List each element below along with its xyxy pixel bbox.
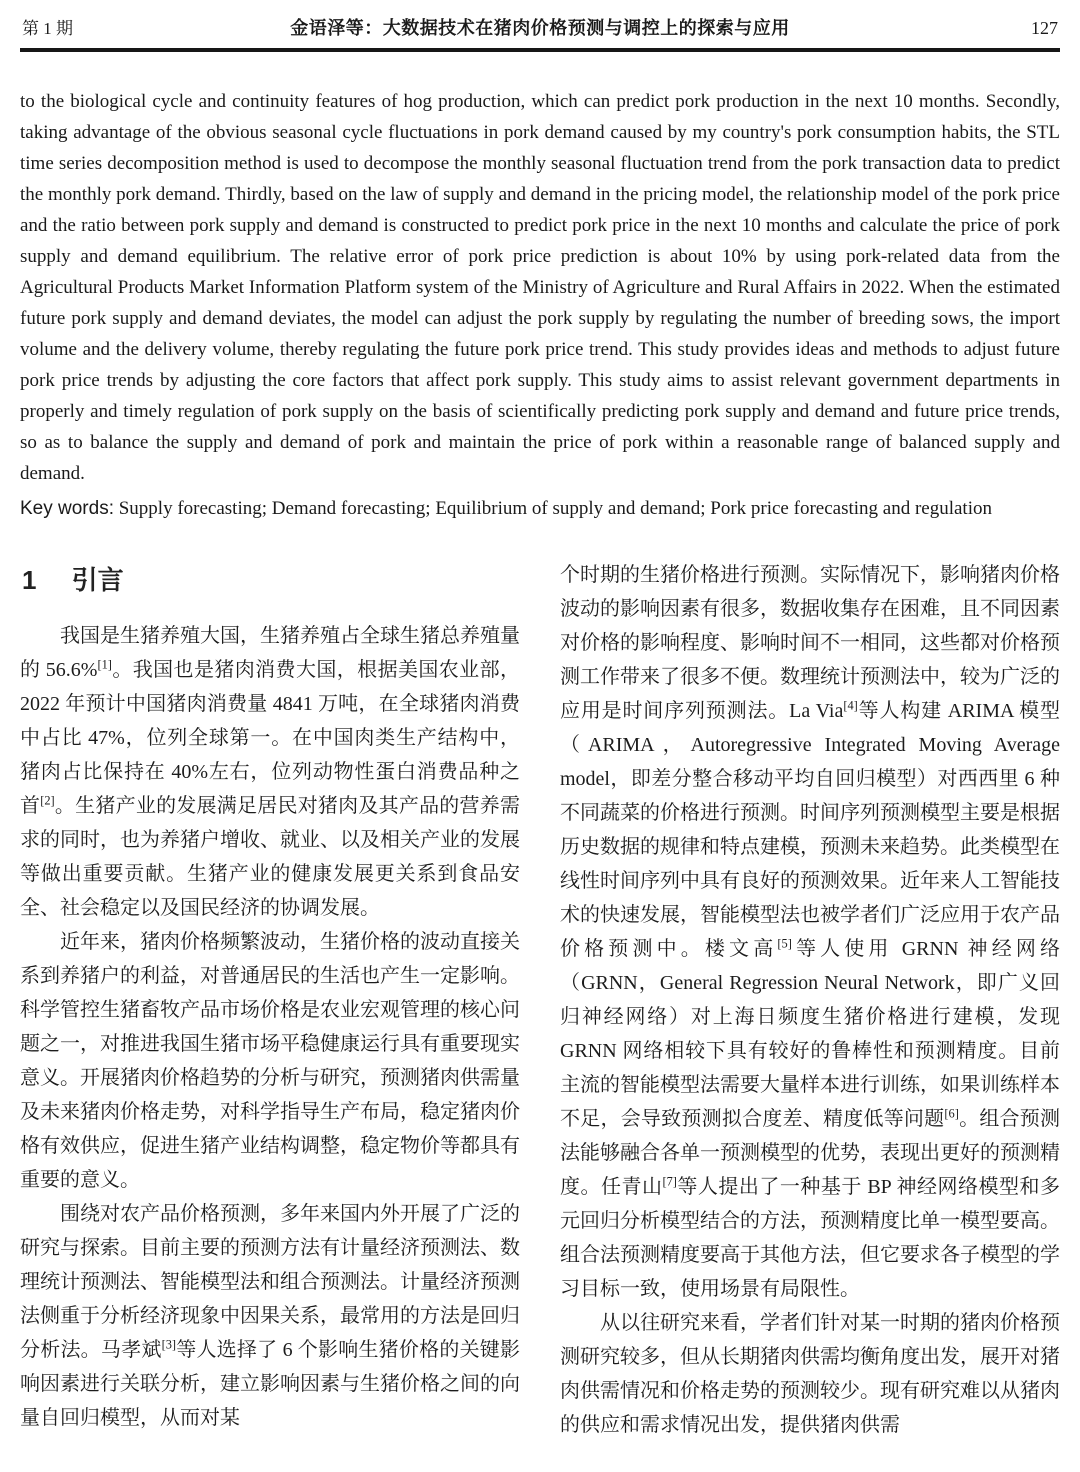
page-number: 127 — [1031, 18, 1058, 38]
section-heading — [22, 564, 520, 597]
section-number: 1 — [22, 565, 37, 595]
paragraph: 近年来，猪肉价格频繁波动，生猪价格的波动直接关系到养猪户的利益，对普通居民的生活也产生一定影响。科学管控生猪畜牧产品市场价格是农业宏观管理的核心问题之一，对推进我国生猪市场平稳健康运行具有重要现实意义。开展猪肉价格趋势的分析与研究，预测猪肉供需量及未来猪肉价格走势，对科学指导生产布局，稳定猪肉价格有效供应，促进生猪产业结构调整，稳定物价等都具有重要的意义。 — [20, 930, 520, 1191]
body-columns — [20, 558, 1060, 1442]
right-column-paragraphs — [560, 558, 1060, 1442]
paragraph: 围绕对农产品价格预测，多年来国内外开展了广泛的研究与探索。目前主要的预测方法有计量经济预测法、数理统计预测法、智能模型法和组合预测法。计量经济预测法侧重于分析经济现象中因果关系，最常用的方法是回归分析法。马孝斌[3]等人选择了 6 个影响生猪价格的关键影响因素进行关联分析，建立影响因素与生猪价格之间的向量自回归模型，从而对某 — [20, 1202, 521, 1429]
running-title: 金语泽等：大数据技术在猪肉价格预测与调控上的探索与应用 — [290, 18, 790, 38]
left-column — [20, 558, 520, 1442]
keywords — [20, 493, 1060, 524]
right-column — [560, 558, 1060, 1442]
abstract-text: to the biological cycle and continuity features of hog production, which can predict pork production in the next 10 months. Secondly, taking advantage of the obvious seasonal cycle fluctuations in pork demand caused by my country's pork consumption habits, the STL time series decomposition method is used to decompose the monthly seasonal fluctuation trend from the pork transaction data to predict the monthly pork demand. Thirdly, based on the law of supply and demand in the pricing model, the relationship model of the pork price and the ratio between pork supply and demand is constructed to predict pork price in the next 10 months and calculate the price of pork supply and demand equilibrium. The relative error of pork price prediction is about 10% by using pork-related data from the Agricultural Products Market Information Platform system of the Ministry of Agriculture and Rural Affairs in 2022. When the estimated future pork supply and demand deviates, the model can adjust the pork supply by regulating the number of breeding sows, the import volume and the delivery volume, thereby regulating the future pork price trend. This study provides ideas and methods to adjust future pork price trends by adjusting the core factors that affect pork supply. This study aims to assist relevant government departments in properly and timely regulation of pork supply on the basis of scientifically predicting pork supply and demand and future price trends, so as to balance the supply and demand of pork and maintain the price of pork within a reasonable range of balanced supply and demand. — [20, 91, 1060, 484]
running-header — [20, 10, 1060, 40]
journal-issue: 第 1 期 — [22, 19, 73, 38]
paragraph: 我国是生猪养殖大国，生猪养殖占全球生猪总养殖量的 56.6%[1]。我国也是猪肉消费大国，根据美国农业部，2022 年预计中国猪肉消费量 4841 万吨，在全球猪肉消费中占比 47%，位列全球第一。在中国肉类生产结构中，猪肉占比保持在 40%左右，位列动物性蛋白消费品种之首[2]。生猪产业的发展满足居民对猪肉及其产品的营养需求的同时，也为养猪户增收、就业、以及相关产业的发展等做出重要贡献。生猪产业的健康发展更关系到食品安全、社会稳定以及国民经济的协调发展。 — [20, 624, 521, 919]
paragraph: 从以往研究来看，学者们针对某一时期的猪肉价格预测研究较多，但从长期猪肉供需均衡角度出发，展开对猪肉供需情况和价格走势的预测较少。现有研究难以从猪肉的供应和需求情况出发，提供猪肉供需 — [560, 1312, 1060, 1436]
paragraph: 个时期的生猪价格进行预测。实际情况下，影响猪肉价格波动的影响因素有很多，数据收集存在困难，且不同因素对价格的影响程度、影响时间不一相同，这些都对价格预测工作带来了很多不便。数理统计预测法中，较为广泛的应用是时间序列预测法。La Via[4]等人构建 ARIMA 模型（ARIMA，Autoregressive Integrated Moving Average model，即差分整合移动平均自回归模型）对西西里 6 种不同蔬菜的价格进行预测。时间序列预测模型主要是根据历史数据的规律和特点建模，预测未来趋势。此类模型在线性时间序列中具有良好的预测效果。近年来人工智能技术的快速发展，智能模型法也被学者们广泛应用于农产品价格预测中。楼文高[5]等人使用 GRNN 神经网络（GRNN，General Regression Neural Network，即广义回归神经网络）对上海日频度生猪价格进行建模，发现 GRNN 网络相较下具有较好的鲁棒性和预测精度。目前主流的智能模型法需要大量样本进行训练，如果训练样本不足，会导致预测拟合度差、精度低等问题[6]。组合预测法能够融合各单一预测模型的优势，表现出更好的预测精度。任青山[7]等人提出了一种基于 BP 神经网络模型和多元回归分析模型结合的方法，预测精度比单一模型要高。组合法预测精度要高于其他方法，但它要求各子模型的学习目标一致，使用场景有局限性。 — [560, 564, 1061, 1300]
left-column-paragraphs — [20, 619, 520, 1435]
section-title: 引言 — [71, 565, 124, 595]
keywords-text — [119, 498, 992, 519]
keywords-label: Key words: — [20, 498, 114, 519]
keywords-value: Supply forecasting; Demand forecasting; Equilibrium of supply and demand; Pork price forecasting and regulation — [118, 498, 992, 519]
header-rule — [20, 48, 1060, 52]
